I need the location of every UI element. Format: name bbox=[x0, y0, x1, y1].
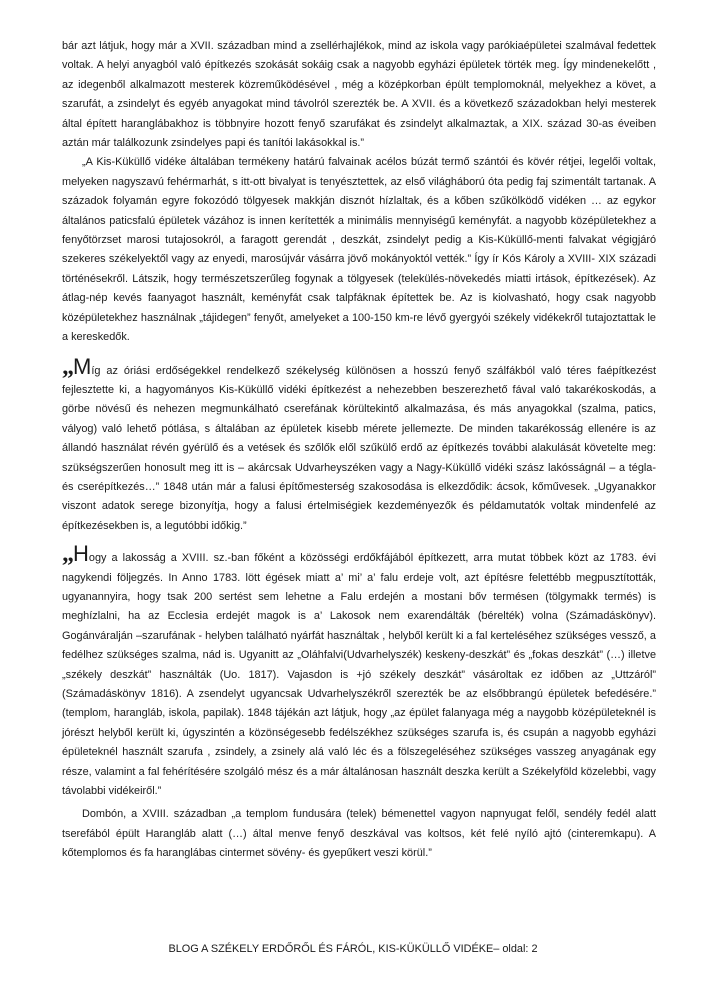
paragraph-3 bbox=[62, 353, 656, 537]
page-footer: BLOG A SZÉKELY ERDŐRŐL ÉS FÁRÓL, KIS-KÜKÜLLŐ VIDÉKE– oldal: 2 bbox=[168, 943, 538, 955]
paragraph-4-text: ogy a lakosság a XVIII. sz.-ban főként a közösségi erdőkfájából építkezett, arra mutat többek közt az 1783. évi nagykendi följegzés. In Anno 1783. lött égések miatt a’ mi’ a’ falu erdeje volt, azt építésre felettébb megpusztították, ugyanannyira, hogy tsak 200 sertést sem lehetne a Falu erdején a mostani bőv termésen (tölgymakk termés) is meghízlalni, ha az Ecclesia erdejét magok is a’ Lakosok nem exarendálták (bérelték) volna (Számadáskönyv). Gogánváralján –szarufának - helyben található nyárfát használtak , helyből került ki a fal kerteléséhez szükséges vessző, a fedélhez szükséges szalma, nád is. Ugyanitt az „Oláhfalvi(Udvarhelyszék) keskeny-deszkát” és „fokas deszkát” (…) illetve „székely deszkát” használták (Uo. 1817). Vajasdon is +jó székely deszkát” vásároltak ez időben az „Uttzáról” (Számadáskönyv 1816). A zsendelyt ugyancsak Udvarhelyszékről szerezték be az elsőbbrangú épületek befedésére.” (templom, harangláb, iskola, papilak). 1848 tájékán azt látjuk, hogy „az épület falanyaga még a naygobb középületeknél is jórészt helyből került ki, úgyszintén a közönségesebb fedélszékhez szükséges szarufa is, és csupán a nagyobb egyházi épületeknél használt szarufa , zsindely, a zsinely alá való léc és a fölszegeléséhez szükséges vasszeg anyagának egy része, valamint a fal fehérítésére szolgáló mész és a már általánosan használt deszka került a Székelyföld közelebbi, vagy távolabbi vidékeiről.” bbox=[62, 552, 656, 798]
paragraph-5: Dombón, a XVIII. században „a templom fundusára (telek) bémenettel vagyon napnyugat felől, sendély fedél alatt tserefából épült Harangláb alatt (…) által menve fenyő deszkával vas koltsos, két felé nyíló ajtó (cinteremkapu). A kőtemplomos és fa haranglábas cintermet sövény- és gyepűkert veszi körül.” bbox=[62, 808, 656, 860]
paragraph-2: „A Kis-Küküllő vidéke általában termékeny határú falvainak acélos búzát termő szántói és kövér rétjei, legelői voltak, melyeken nagyszavú fehérmarhát, s itt-ott bivalyat is tenyésztettek, az első világháború óta pedig faj szimentált tartanak. A századok folyamán egyre fokozódó tölgyesek makkján disznót hízlaltak, és a kőben szűkölködő vidéken … az egykor általános paticsfalú épületek vázához is innen kerítették a minimális mennyiségű keményfát. a nagyobb középületekhez a fenyőtörzset marosi tutajosokról, a faragott gerendát , deszkát, zsindelyt pedig a Kis-Küküllő-menti falvakat végigjáró szekeres székelyektől vagy az enyedi, marosújvár vásárra jövő mokányoktól vették.” Így ír Kós Károly a XVIII- XIX századi történésekről. Látszik, hogy természetszerűleg fogynak a tölgyesek (telekülés-növekedés miatti irtások, építkezések). Az átlag-nép kevés faanyagot használt, keményfát csak talpfáknak építettek be. Az is kiolvasható, hogy csak nagyobb középületekhez használnak „tájidegen” fenyőt, amelyeket a 100-150 km-re lévő gyergyói székely vidékekről tutajoztattak le a kereskedők. bbox=[62, 156, 656, 344]
paragraph-3-text: íg az óriási erdőségekkel rendelkező székelység különösen a hosszú fenyő szálfákból való téres faépítkezést fejlesztette ki, a hagyományos Kis-Küküllő vidéki építkezést a nehezebben beszerezhető fával való takarékoskodás, a görbe növésű és nehezen megmunkálható cserefának körültekintő alkalmazása, és más anyagokkal (szalma, patics, vályog) való lehető pótlása, s általában az épületek kisebb mérete jellemezte. De minden takarékosság ellenére is az állandó használat révén gyérülő és a vetések és szőlők elől szűkülő erdő az építkezés további alakulását követelte meg: szükségszerűen honosult meg itt is – akárcsak Udvarheyszéken vagy a Nagy-Küküllő vidéki szász lakósságnál – a tégla- és cserépítkezés…” 1848 után már a falusi építőmesterség szakosodása is elkezdődik: ácsok, kőművesek. „Ugyanakkor viszont adatok serege bizonyítja, hogy a falusi értelmiségiek kezdeményezők és példamutatók voltak mindenfelé az építkezésekben is, a legutóbbi időkig.” bbox=[62, 364, 656, 532]
paragraph-1: bár azt látjuk, hogy már a XVII. században mind a zsellérhajlékok, mind az iskola vagy parókiaépületei szalmával fedettek voltak. A helyi anyagból való építkezés szokását sokáig csak a nagyobb egyházi épületek törték meg. Így mindenekelőtt , az idegenből alkalmazott mesterek közreműködésével , még a középkorban épült templomoknál, melyekhez a követ, a szarufát, a zsindelyt és egyéb anyagokat mind távolról szerezték be. A XVII. és a következő századokban helyi mesterek által épített haranglábakhoz is többnyire hozott fenyő szarufákat és zsindelyt alkalmaztak, a XIX. század 30-as éveiben aztán már találkozunk zsindelyes papi és tanítói lakásokkal is.” bbox=[62, 40, 656, 150]
drop-cap-initial: H bbox=[73, 541, 89, 567]
opening-quote-mark: „ bbox=[62, 353, 73, 380]
document-body bbox=[62, 37, 656, 864]
drop-cap-initial: M bbox=[73, 353, 92, 379]
paragraph-4 bbox=[62, 541, 656, 801]
opening-quote-mark: „ bbox=[62, 541, 73, 568]
